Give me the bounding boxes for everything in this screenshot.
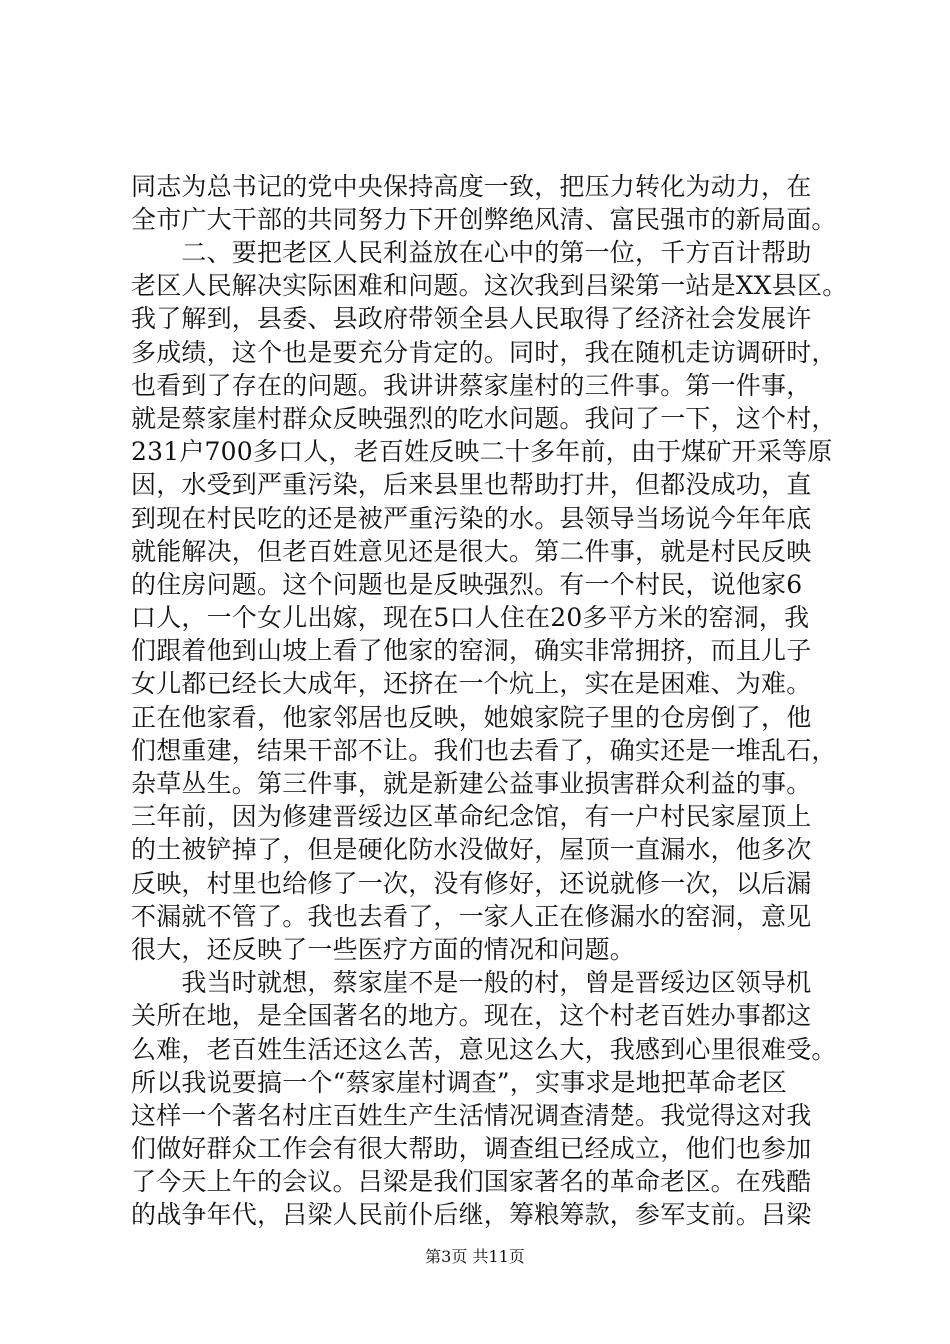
text-line: 正在他家看，他家邻居也反映，她娘家院子里的仓房倒了，他 [131,702,812,732]
text-line: 的土被铲掉了，但是硬化防水没做好，屋顶一直漏水，他多次 [131,835,812,865]
text-line: 因，水受到严重污染，后来县里也帮助打井，但都没成功，直 [131,470,812,500]
text-line: 我了解到，县委、县政府带领全县人民取得了经济社会发展许 [131,304,812,334]
text-line: 多成绩，这个也是要充分肯定的。同时，我在随机走访调研时， [131,337,837,367]
text-line: 了今天上午的会议。吕梁是我们国家著名的革命老区。在残酷 [131,1167,812,1197]
text-line: 到现在村民吃的还是被严重污染的水。县领导当场说今年年底 [131,503,812,533]
paragraph-continuation [131,170,851,236]
text-line: 也看到了存在的问题。我讲讲蔡家崖村的三件事。第一件事， [131,370,812,400]
text-line: 反映，村里也给修了一次，没有修好，还说就修一次，以后漏 [131,868,812,898]
page-footer: 第3页 共11页 [425,1247,525,1266]
text-line: 很大，还反映了一些医疗方面的情况和问题。 [131,934,636,964]
text-line: 女儿都已经长大成年，还挤在一个炕上，实在是困难、为难。 [131,669,812,699]
text-line: 全市广大干部的共同努力下开创弊绝风清、富民强市的新局面。 [131,205,837,235]
text-line: 三年前，因为修建晋绥边区革命纪念馆，有一户村民家屋顶上 [131,802,812,832]
text-line: 们想重建，结果干部不让。我们也去看了，确实还是一堆乱石， [131,735,837,765]
text-line: 231户700多口人，老百姓反映二十多年前，由于煤矿开采等原 [131,437,833,467]
text-line: 的战争年代，吕梁人民前仆后继，筹粮筹款，参军支前。吕梁 [131,1200,812,1230]
text-line: 老区人民解决实际困难和问题。这次我到吕梁第一站是XX县区。 [131,271,848,301]
text-line: 杂草丛生。第三件事，就是新建公益事业损害群众利益的事。 [131,769,812,798]
text-line: 就是蔡家崖村群众反映强烈的吃水问题。我问了一下，这个村， [131,403,837,433]
text-line: 二、要把老区人民利益放在心中的第一位，千方百计帮助 [131,238,812,267]
text-line: 么难，老百姓生活还这么苦，意见这么大，我感到心里很难受。 [131,1034,837,1064]
text-line: 们跟着他到山坡上看了他家的窑洞，确实非常拥挤，而且儿子 [131,636,812,666]
text-line: 关所在地，是全国著名的地方。现在，这个村老百姓办事都这 [131,1001,812,1031]
text-line: 所以我说要搞一个“蔡家崖村调查”，实事求是地把革命老区 [131,1067,787,1097]
text-line: 这样一个著名村庄百姓生产生活情况调查清楚。我觉得这对我 [131,1100,812,1130]
text-line: 的住房问题。这个问题也是反映强烈。有一个村民，说他家6 [131,569,803,599]
text-line: 就能解决，但老百姓意见还是很大。第二件事，就是村民反映 [131,536,812,566]
text-line: 同志为总书记的党中央保持高度一致，把压力转化为动力，在 [131,172,812,201]
text-line: 我当时就想，蔡家崖不是一般的村，曾是晋绥边区领导机 [131,968,812,998]
paragraph-section-two [131,236,851,1232]
text-line: 口人，一个女儿出嫁，现在5口人住在20多平方米的窑洞，我 [131,603,810,633]
text-line: 们做好群众工作会有很大帮助，调查组已经成立，他们也参加 [131,1134,812,1164]
text-line: 不漏就不管了。我也去看了，一家人正在修漏水的窑洞，意见 [131,901,812,931]
